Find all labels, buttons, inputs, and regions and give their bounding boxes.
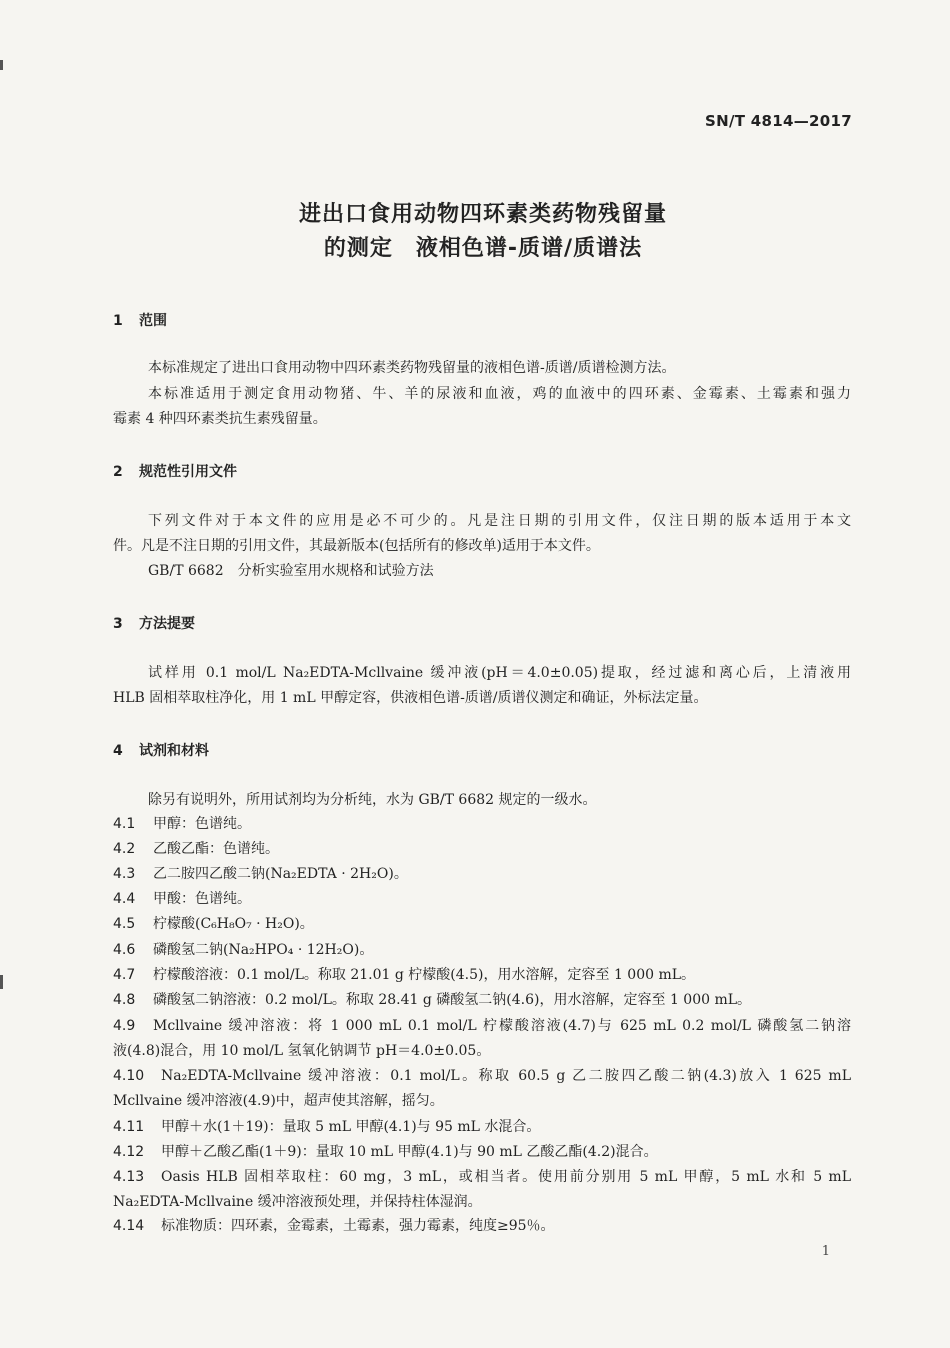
item-number: 4.14 [113, 1218, 145, 1234]
page-number: 1 [821, 1244, 830, 1259]
item-text: 甲酸：色谱纯。 [153, 891, 251, 907]
standard-number: SN/T 4814—2017 [705, 112, 852, 130]
item-text: 甲醇＋乙酸乙酯(1＋9)：量取 10 mL 甲醇(4.1)与 90 mL 乙酸乙酯(4.2)混合。 [161, 1144, 658, 1160]
section-title: 范围 [139, 313, 167, 329]
reagent-item [113, 938, 851, 963]
section-heading-1 [113, 310, 167, 330]
item-number: 4.9 [113, 1018, 136, 1034]
reagent-item-continued: 液(4.8)混合，用 10 mol/L 氢氧化钠调节 pH＝4.0±0.05。 [113, 1043, 491, 1059]
section-heading-3 [113, 613, 195, 633]
reagent-item [113, 912, 851, 937]
reagent-item [113, 1140, 851, 1165]
item-number: 4.7 [113, 967, 136, 983]
item-text: 磷酸氢二钠溶液：0.2 mol/L。称取 28.41 g 磷酸氢二钠(4.6)，用水溶解，定容至 1 000 mL。 [153, 992, 752, 1008]
item-number: 4.12 [113, 1144, 145, 1160]
paragraph: 下列文件对于本文件的应用是必不可少的。凡是注日期的引用文件，仅注日期的版本适用于本文 [148, 513, 851, 529]
section-heading-2 [113, 461, 237, 481]
item-number: 4.11 [113, 1119, 145, 1135]
section-title: 试剂和材料 [139, 743, 209, 759]
reagent-item [113, 1115, 851, 1140]
reagent-item [113, 988, 851, 1013]
reagent-item [113, 1064, 851, 1089]
item-number: 4.10 [113, 1068, 145, 1084]
item-number: 4.5 [113, 916, 136, 932]
item-text: 甲醇＋水(1＋19)：量取 5 mL 甲醇(4.1)与 95 mL 水混合。 [161, 1119, 541, 1135]
section-number: 4 [113, 743, 123, 759]
item-text: 乙二胺四乙酸二钠(Na₂EDTA · 2H₂O)。 [153, 866, 408, 882]
reagent-item [113, 1214, 851, 1239]
item-text: Oasis HLB 固相萃取柱：60 mg，3 mL，或相当者。使用前分别用 5 mL 甲醇，5 mL 水和 5 mL [161, 1169, 851, 1185]
reagent-item [113, 1014, 851, 1039]
title-line-1: 进出口食用动物四环素类药物残留量 [298, 202, 667, 227]
paragraph: 试样用 0.1 mol/L Na₂EDTA-Mcllvaine 缓冲液(pH＝4.0±0.05)提取，经过滤和离心后，上清液用 [148, 665, 851, 681]
item-number: 4.8 [113, 992, 136, 1008]
item-number: 4.2 [113, 841, 136, 857]
section-heading-4 [113, 740, 209, 760]
section-number: 1 [113, 313, 123, 329]
item-number: 4.13 [113, 1169, 145, 1185]
item-number: 4.4 [113, 891, 136, 907]
item-text: 磷酸氢二钠(Na₂HPO₄ · 12H₂O)。 [153, 942, 374, 958]
section-title: 方法提要 [139, 616, 195, 632]
item-text: 乙酸乙酯：色谱纯。 [153, 841, 279, 857]
reagent-item-continued: Mcllvaine 缓冲溶液(4.9)中，超声使其溶解，摇匀。 [113, 1093, 444, 1109]
section-title: 规范性引用文件 [139, 464, 237, 480]
paragraph-continued: 霉素 4 种四环素类抗生素残留量。 [113, 411, 327, 427]
item-text: Na₂EDTA-Mcllvaine 缓冲溶液：0.1 mol/L。称取 60.5 g 乙二胺四乙酸二钠(4.3)放入 1 625 mL [161, 1068, 851, 1084]
reagent-item [113, 963, 851, 988]
section-number: 3 [113, 616, 123, 632]
item-text: 柠檬酸溶液：0.1 mol/L。称取 21.01 g 柠檬酸(4.5)，用水溶解，定容至 1 000 mL。 [153, 967, 696, 983]
paragraph-continued: 件。凡是不注日期的引用文件，其最新版本(包括所有的修改单)适用于本文件。 [113, 538, 600, 554]
title-line-2: 的测定 液相色谱-质谱/质谱法 [323, 236, 643, 261]
item-text: Mcllvaine 缓冲溶液：将 1 000 mL 0.1 mol/L 柠檬酸溶液(4.7)与 625 mL 0.2 mol/L 磷酸氢二钠溶 [153, 1018, 851, 1034]
reagent-item [113, 837, 851, 862]
reagent-item-continued: Na₂EDTA-Mcllvaine 缓冲溶液预处理，并保持柱体湿润。 [113, 1194, 482, 1210]
paragraph: 除另有说明外，所用试剂均为分析纯，水为 GB/T 6682 规定的一级水。 [148, 792, 597, 808]
item-text: 柠檬酸(C₆H₈O₇ · H₂O)。 [153, 916, 314, 932]
paragraph: 本标准适用于测定食用动物猪、牛、羊的尿液和血液，鸡的血液中的四环素、金霉素、土霉素和强力 [148, 386, 851, 402]
reagent-item [113, 812, 851, 837]
normative-reference: GB/T 6682 分析实验室用水规格和试验方法 [148, 563, 434, 579]
reagent-item [113, 862, 851, 887]
reagent-item [113, 1165, 851, 1190]
item-text: 甲醇：色谱纯。 [153, 816, 251, 832]
reagent-item [113, 887, 851, 912]
paragraph-continued: HLB 固相萃取柱净化，用 1 mL 甲醇定容，供液相色谱-质谱/质谱仪测定和确证，外标法定量。 [113, 690, 708, 706]
item-text: 标准物质：四环素，金霉素，土霉素，强力霉素，纯度≥95％。 [161, 1218, 555, 1234]
item-number: 4.1 [113, 816, 136, 832]
item-number: 4.6 [113, 942, 136, 958]
section-number: 2 [113, 464, 123, 480]
paragraph: 本标准规定了进出口食用动物中四环素类药物残留量的液相色谱-质谱/质谱检测方法。 [148, 360, 676, 376]
scan-edge-mark [0, 60, 3, 70]
scan-edge-mark [0, 975, 3, 989]
item-number: 4.3 [113, 866, 136, 882]
